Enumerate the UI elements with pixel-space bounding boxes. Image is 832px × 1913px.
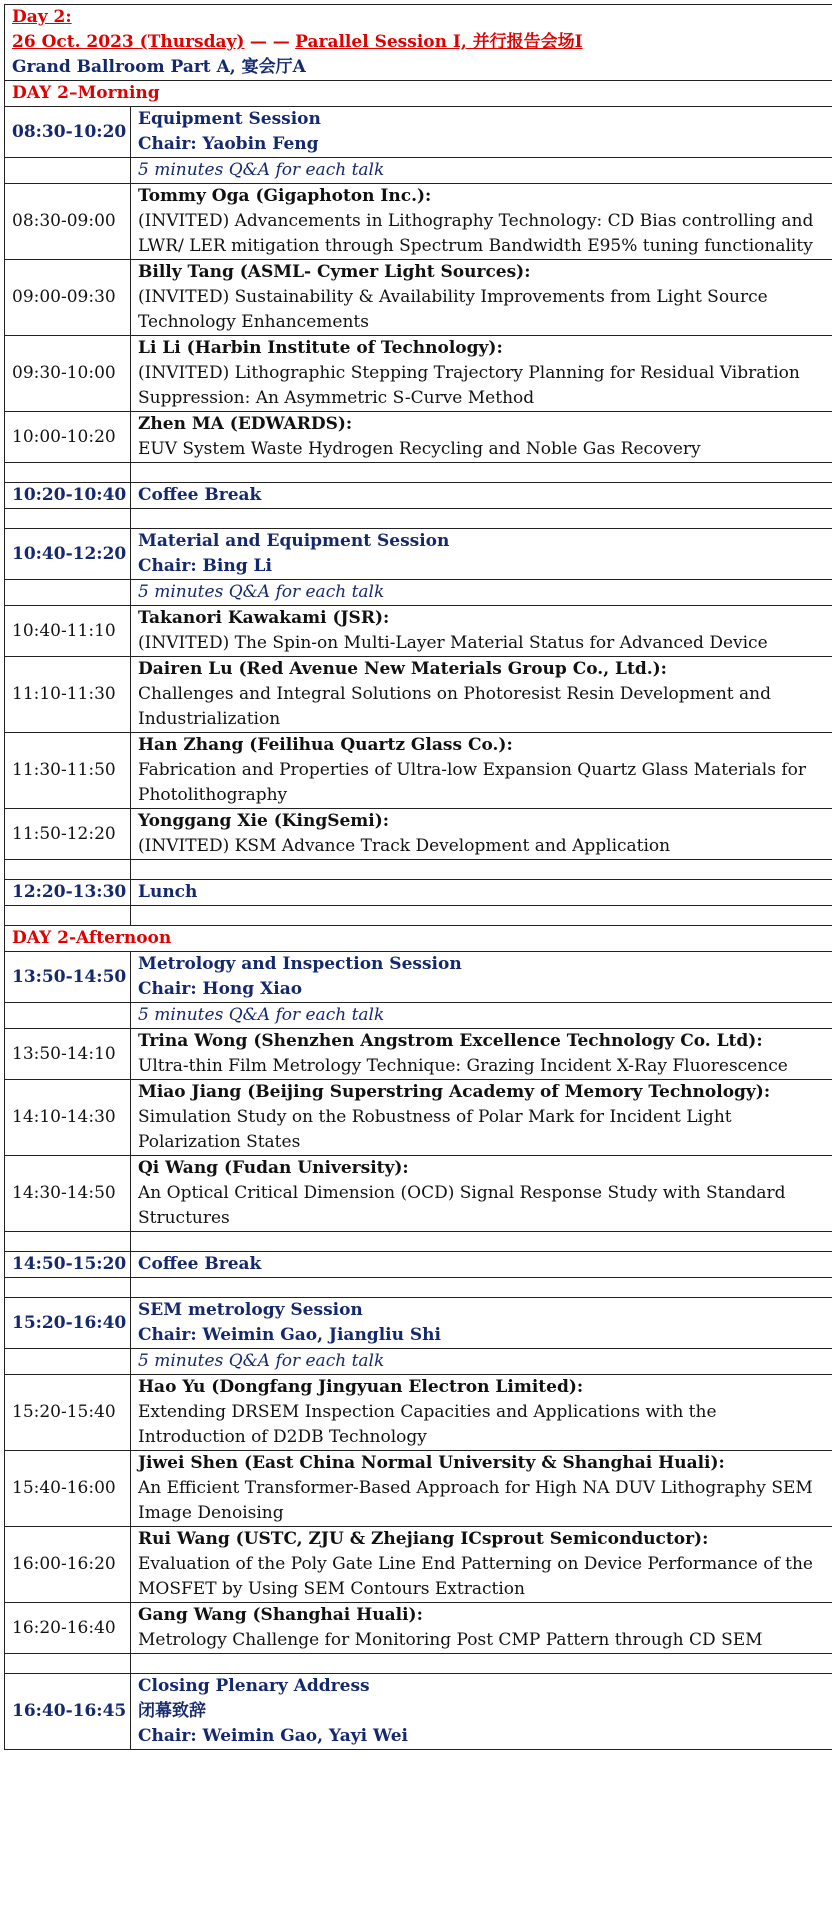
spacer-row <box>5 463 832 483</box>
talk-title: An Efficient Transformer-Based Approach for High NA DUV Lithography SEM Image Denoising <box>138 1478 813 1523</box>
spacer-content-cell <box>131 906 832 926</box>
spacer-time-cell <box>5 1232 131 1252</box>
day-section-row <box>5 81 832 107</box>
spacer-time-cell <box>5 1278 131 1298</box>
talk-row <box>5 606 832 657</box>
break-label: Lunch <box>131 880 832 906</box>
talk-cell <box>131 1527 832 1603</box>
talk-row <box>5 1527 832 1603</box>
talk-speaker: Trina Wong (Shenzhen Angstrom Excellence Technology Co. Ltd): <box>138 1031 763 1051</box>
talk-title: (INVITED) Lithographic Stepping Trajectory Planning for Residual Vibration Suppression: An Asymmetric S-Curve Method <box>138 363 800 408</box>
talk-cell <box>131 336 832 412</box>
talk-cell <box>131 1156 832 1232</box>
session-title: SEM metrology Session <box>138 1300 363 1320</box>
talk-title: Simulation Study on the Robustness of Polar Mark for Incident Light Polarization States <box>138 1107 732 1152</box>
session-cell <box>131 107 832 158</box>
talk-row <box>5 1451 832 1527</box>
talk-speaker: Zhen MA (EDWARDS): <box>138 414 353 434</box>
talk-time: 10:00-10:20 <box>5 412 131 463</box>
day-section-label: DAY 2-Afternoon <box>5 926 832 952</box>
session-row <box>5 107 832 158</box>
spacer-row <box>5 860 832 880</box>
schedule-table <box>4 4 832 1750</box>
spacer-content-cell <box>131 509 832 529</box>
qa-note: 5 minutes Q&A for each talk <box>131 580 832 606</box>
session-title: Equipment Session <box>138 109 321 129</box>
day-section-row <box>5 926 832 952</box>
talk-title: (INVITED) Advancements in Lithography Technology: CD Bias controlling and LWR/ LER mitigation through Spectrum Bandwidth E95% tuning functionality <box>138 211 814 256</box>
talk-row <box>5 1603 832 1654</box>
qa-time-cell <box>5 580 131 606</box>
talk-time: 10:40-11:10 <box>5 606 131 657</box>
break-label: Coffee Break <box>131 483 832 509</box>
talk-speaker: Tommy Oga (Gigaphoton Inc.): <box>138 186 432 206</box>
break-time: 14:50-15:20 <box>5 1252 131 1278</box>
talk-speaker: Hao Yu (Dongfang Jingyuan Electron Limited): <box>138 1377 584 1397</box>
closing-cell <box>131 1674 832 1750</box>
qa-note: 5 minutes Q&A for each talk <box>131 1349 832 1375</box>
qa-note: 5 minutes Q&A for each talk <box>131 1003 832 1029</box>
talk-cell <box>131 733 832 809</box>
spacer-time-cell <box>5 463 131 483</box>
spacer-content-cell <box>131 1278 832 1298</box>
spacer-content-cell <box>131 1654 832 1674</box>
talk-title: An Optical Critical Dimension (OCD) Signal Response Study with Standard Structures <box>138 1183 786 1228</box>
talk-title: (INVITED) KSM Advance Track Development and Application <box>138 836 671 856</box>
talk-speaker: Qi Wang (Fudan University): <box>138 1158 409 1178</box>
talk-time: 16:20-16:40 <box>5 1603 131 1654</box>
talk-cell <box>131 1029 832 1080</box>
talk-title: EUV System Waste Hydrogen Recycling and Noble Gas Recovery <box>138 439 701 459</box>
talk-time: 15:40-16:00 <box>5 1451 131 1527</box>
qa-note-row <box>5 1003 832 1029</box>
talk-speaker: Yonggang Xie (KingSemi): <box>138 811 390 831</box>
session-chair: Chair: Yaobin Feng <box>138 134 319 154</box>
talk-time: 08:30-09:00 <box>5 184 131 260</box>
talk-speaker: Rui Wang (USTC, ZJU & Zhejiang ICsprout Semiconductor): <box>138 1529 709 1549</box>
session-row <box>5 952 832 1003</box>
talk-time: 11:50-12:20 <box>5 809 131 860</box>
spacer-row <box>5 1232 832 1252</box>
qa-note-row <box>5 580 832 606</box>
session-title: Material and Equipment Session <box>138 531 450 551</box>
date-heading: 26 Oct. 2023 (Thursday) <box>12 32 245 52</box>
talk-time: 14:10-14:30 <box>5 1080 131 1156</box>
spacer-content-cell <box>131 463 832 483</box>
talk-title: Fabrication and Properties of Ultra-low Expansion Quartz Glass Materials for Photolithography <box>138 760 806 805</box>
closing-row <box>5 1674 832 1750</box>
talk-cell <box>131 1451 832 1527</box>
talk-title: (INVITED) Sustainability & Availability Improvements from Light Source Technology Enhancements <box>138 287 768 332</box>
talk-title: Extending DRSEM Inspection Capacities and Applications with the Introduction of D2DB Technology <box>138 1402 717 1447</box>
closing-chair: Chair: Weimin Gao, Yayi Wei <box>138 1726 408 1746</box>
session-chair: Chair: Weimin Gao, Jiangliu Shi <box>138 1325 441 1345</box>
qa-note-row <box>5 1349 832 1375</box>
talk-row <box>5 1080 832 1156</box>
session-cell <box>131 529 832 580</box>
break-label: Coffee Break <box>131 1252 832 1278</box>
qa-time-cell <box>5 1003 131 1029</box>
heading-dash: — — <box>249 32 290 52</box>
talk-time: 11:30-11:50 <box>5 733 131 809</box>
schedule-header-cell <box>5 5 832 81</box>
talk-cell <box>131 657 832 733</box>
break-time: 12:20-13:30 <box>5 880 131 906</box>
talk-speaker: Han Zhang (Feilihua Quartz Glass Co.): <box>138 735 513 755</box>
talk-cell <box>131 184 832 260</box>
closing-time: 16:40-16:45 <box>5 1674 131 1750</box>
talk-time: 09:00-09:30 <box>5 260 131 336</box>
talk-speaker: Dairen Lu (Red Avenue New Materials Group Co., Ltd.): <box>138 659 667 679</box>
talk-row <box>5 809 832 860</box>
talk-cell <box>131 412 832 463</box>
session-time: 15:20-16:40 <box>5 1298 131 1349</box>
talk-title: Evaluation of the Poly Gate Line End Patterning on Device Performance of the MOSFET by Using SEM Contours Extraction <box>138 1554 813 1599</box>
talk-row <box>5 184 832 260</box>
spacer-time-cell <box>5 509 131 529</box>
talk-title: Challenges and Integral Solutions on Photoresist Resin Development and Industrialization <box>138 684 772 729</box>
qa-time-cell <box>5 1349 131 1375</box>
qa-note: 5 minutes Q&A for each talk <box>131 158 832 184</box>
talk-title: Metrology Challenge for Monitoring Post CMP Pattern through CD SEM <box>138 1630 763 1650</box>
session-row <box>5 529 832 580</box>
spacer-row <box>5 1654 832 1674</box>
session-chair: Chair: Hong Xiao <box>138 979 303 999</box>
talk-time: 09:30-10:00 <box>5 336 131 412</box>
day-section-label: DAY 2–Morning <box>5 81 832 107</box>
talk-time: 14:30-14:50 <box>5 1156 131 1232</box>
session-cell <box>131 952 832 1003</box>
spacer-row <box>5 906 832 926</box>
talk-row <box>5 1375 832 1451</box>
talk-title: (INVITED) The Spin-on Multi-Layer Material Status for Advanced Device <box>138 633 768 653</box>
talk-title: Ultra-thin Film Metrology Technique: Grazing Incident X-Ray Fluorescence <box>138 1056 788 1076</box>
talk-speaker: Billy Tang (ASML- Cymer Light Sources): <box>138 262 531 282</box>
schedule-header-row <box>5 5 832 81</box>
talk-row <box>5 1029 832 1080</box>
talk-row <box>5 733 832 809</box>
spacer-time-cell <box>5 1654 131 1674</box>
talk-speaker: Gang Wang (Shanghai Huali): <box>138 1605 423 1625</box>
session-title: Metrology and Inspection Session <box>138 954 462 974</box>
talk-speaker: Li Li (Harbin Institute of Technology): <box>138 338 503 358</box>
talk-time: 13:50-14:10 <box>5 1029 131 1080</box>
spacer-row <box>5 1278 832 1298</box>
session-time: 08:30-10:20 <box>5 107 131 158</box>
talk-row <box>5 260 832 336</box>
talk-cell <box>131 1080 832 1156</box>
qa-time-cell <box>5 158 131 184</box>
talk-row <box>5 1156 832 1232</box>
session-chair: Chair: Bing Li <box>138 556 272 576</box>
talk-row <box>5 657 832 733</box>
talk-row <box>5 336 832 412</box>
session-time: 13:50-14:50 <box>5 952 131 1003</box>
break-row <box>5 483 832 509</box>
talk-speaker: Takanori Kawakami (JSR): <box>138 608 390 628</box>
session-heading: Parallel Session I, 并行报告会场I <box>295 32 583 52</box>
qa-note-row <box>5 158 832 184</box>
break-time: 10:20-10:40 <box>5 483 131 509</box>
talk-row <box>5 412 832 463</box>
talk-speaker: Jiwei Shen (East China Normal University & Shanghai Huali): <box>138 1453 725 1473</box>
closing-title: Closing Plenary Address <box>138 1676 370 1696</box>
spacer-content-cell <box>131 1232 832 1252</box>
session-cell <box>131 1298 832 1349</box>
talk-cell <box>131 809 832 860</box>
day-heading: Day 2: <box>12 7 72 27</box>
talk-cell <box>131 260 832 336</box>
session-row <box>5 1298 832 1349</box>
talk-cell <box>131 1603 832 1654</box>
session-time: 10:40-12:20 <box>5 529 131 580</box>
spacer-content-cell <box>131 860 832 880</box>
venue-heading: Grand Ballroom Part A, 宴会厅A <box>12 57 306 77</box>
talk-time: 11:10-11:30 <box>5 657 131 733</box>
talk-cell <box>131 1375 832 1451</box>
talk-speaker: Miao Jiang (Beijing Superstring Academy of Memory Technology): <box>138 1082 771 1102</box>
closing-subtitle: 闭幕致辞 <box>138 1701 206 1721</box>
break-row <box>5 1252 832 1278</box>
talk-time: 16:00-16:20 <box>5 1527 131 1603</box>
spacer-row <box>5 509 832 529</box>
spacer-time-cell <box>5 906 131 926</box>
spacer-time-cell <box>5 860 131 880</box>
break-row <box>5 880 832 906</box>
talk-time: 15:20-15:40 <box>5 1375 131 1451</box>
talk-cell <box>131 606 832 657</box>
